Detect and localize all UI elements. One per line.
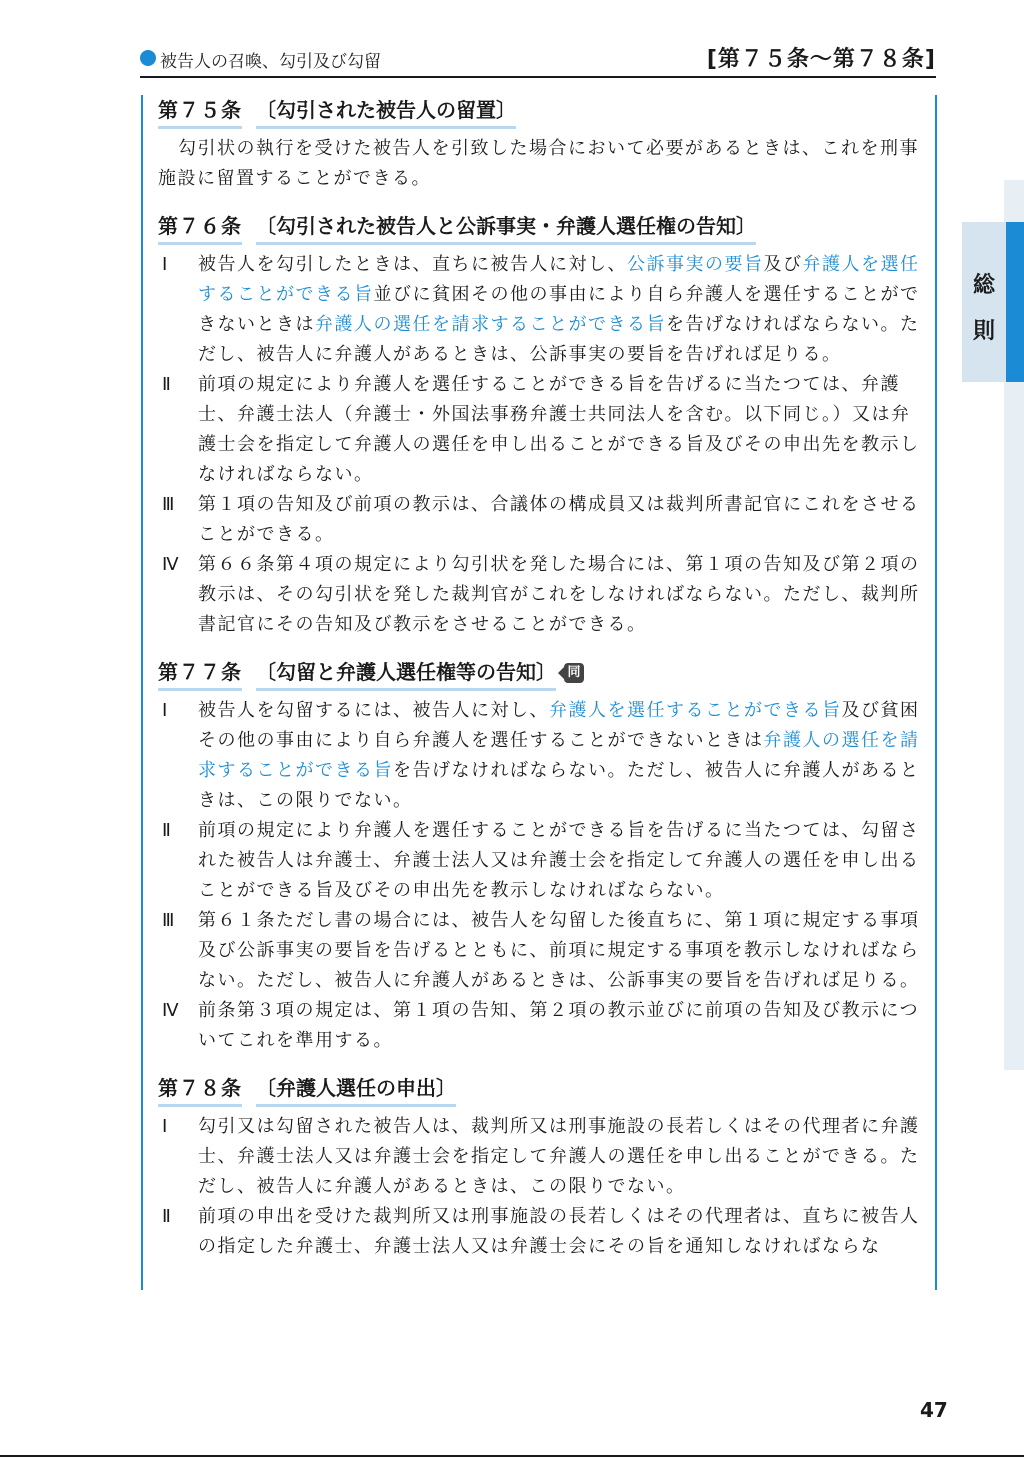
text-segment: 及び貧困その他の事由により自ら弁護人を選任することができないときは bbox=[198, 700, 920, 751]
paragraph-number: Ⅲ bbox=[162, 494, 176, 515]
paragraph-number: Ⅰ bbox=[162, 1116, 169, 1137]
text-segment: 及び bbox=[763, 254, 803, 275]
paragraph-text: 前項の申出を受けた裁判所又は刑事施設の長若しくはその代理者は、直ちに被告人の指定した弁護士、弁護士法人又は弁護士会にその旨を通知しなければならな bbox=[198, 1206, 920, 1257]
bottom-rule bbox=[0, 1455, 1024, 1457]
text-segment: 被告人を勾留するには、被告人に対し、 bbox=[198, 700, 549, 721]
paragraph bbox=[158, 816, 922, 906]
page-number: 47 bbox=[920, 1398, 948, 1422]
paragraph-number: Ⅰ bbox=[162, 254, 169, 275]
paragraph-number: Ⅰ bbox=[162, 700, 169, 721]
paragraph-text: 第１項の告知及び前項の教示は、合議体の構成員又は裁判所書記官にこれをさせることができる。 bbox=[198, 494, 920, 545]
article-caption: 〔勾引された被告人と公訴事実・弁護人選任権の告知〕 bbox=[256, 210, 756, 245]
text-segment: を告げなければならない。ただし、被告人に弁護人があるときは、この限りでない。 bbox=[198, 760, 920, 811]
article-caption: 〔弁護人選任の申出〕 bbox=[256, 1072, 456, 1107]
paragraph bbox=[158, 550, 922, 640]
chapter-tab[interactable] bbox=[962, 222, 1024, 382]
highlighted-phrase: 弁護人を選任することができる旨 bbox=[549, 700, 842, 721]
paragraph bbox=[158, 1112, 922, 1202]
running-header bbox=[140, 42, 936, 78]
paragraph-text bbox=[198, 696, 922, 816]
chapter-tab-char-1: 総 bbox=[972, 273, 995, 298]
highlighted-phrase: 公訴事実の要旨 bbox=[627, 254, 764, 275]
article-number: 第７８条 bbox=[158, 1072, 242, 1107]
paragraph-text: 第６６条第４項の規定により勾引状を発した場合には、第１項の告知及び第２項の教示は、その勾引状を発した裁判官がこれをしなければならない。ただし、裁判所書記官にその告知及び教示をさせることができる。 bbox=[198, 554, 920, 635]
paragraph bbox=[158, 370, 922, 490]
article-76 bbox=[158, 208, 922, 640]
paragraph-number: Ⅲ bbox=[162, 910, 176, 931]
paragraph bbox=[158, 1202, 922, 1262]
text-segment: を告げなければならない。ただし、被告人に弁護人があるときは、公訴事実の要旨を告げれば足りる。 bbox=[198, 314, 920, 365]
paragraph-text: 前項の規定により弁護人を選任することができる旨を告げるに当たつては、勾留された被告人は弁護士、弁護士法人又は弁護士会を指定して弁護人の選任を申し出ることができる旨及びその申出先を教示しなければならない。 bbox=[198, 820, 920, 901]
paragraph-text: 前項の規定により弁護人を選任することができる旨を告げるに当たつては、弁護士、弁護士法人（弁護士・外国法事務弁護士共同法人を含む。以下同じ。）又は弁護士会を指定して弁護人の選任を申し出ることができる旨及びその申出先を教示しなければならない。 bbox=[198, 374, 920, 485]
article-75 bbox=[158, 92, 922, 194]
paragraph bbox=[158, 906, 922, 996]
highlighted-phrase: 弁護人の選任を請求することができる旨 bbox=[198, 730, 920, 781]
article-number: 第７６条 bbox=[158, 210, 242, 245]
article-heading bbox=[158, 92, 922, 130]
article-heading bbox=[158, 208, 922, 246]
paragraph-text bbox=[198, 250, 922, 370]
article-78 bbox=[158, 1070, 922, 1262]
article-caption: 〔勾引された被告人の留置〕 bbox=[256, 94, 516, 129]
statute-body bbox=[158, 92, 922, 1276]
right-margin-rule bbox=[935, 95, 937, 1290]
paragraph bbox=[158, 696, 922, 816]
article-77 bbox=[158, 654, 922, 1056]
highlighted-phrase: 弁護人の選任を請求することができる旨 bbox=[315, 314, 666, 335]
paragraph-number: Ⅱ bbox=[162, 374, 173, 395]
chapter-tab-accent bbox=[1006, 222, 1024, 382]
article-number: 第７７条 bbox=[158, 656, 242, 691]
paragraph-text: 勾引又は勾留された被告人は、裁判所又は刑事施設の長若しくはその代理者に弁護士、弁護士法人又は弁護士会を指定して弁護人の選任を申し出ることができる。ただし、被告人に弁護人があるときは、この限りでない。 bbox=[198, 1116, 920, 1197]
article-number: 第７５条 bbox=[158, 94, 242, 129]
paragraph-number: Ⅳ bbox=[162, 554, 181, 575]
article-heading bbox=[158, 1070, 922, 1108]
article-body: 勾引状の執行を受けた被告人を引致した場合において必要があるときは、これを刑事施設に留置することができる。 bbox=[158, 138, 919, 189]
text-segment: 被告人を勾引したときは、直ちに被告人に対し、 bbox=[198, 254, 627, 275]
article-range: [第７５条〜第７８条] bbox=[706, 47, 936, 72]
left-margin-rule bbox=[141, 95, 143, 1290]
paragraph-number: Ⅳ bbox=[162, 1000, 181, 1021]
paragraph-text: 前条第３項の規定は、第１項の告知、第２項の教示並びに前項の告知及び教示についてこれを準用する。 bbox=[198, 1000, 920, 1051]
paragraph-number: Ⅱ bbox=[162, 1206, 173, 1227]
highlighted-phrase: 弁護人を選任することができる旨 bbox=[198, 254, 920, 305]
paragraph-number: Ⅱ bbox=[162, 820, 173, 841]
bullet-icon bbox=[140, 50, 156, 66]
same-provision-badge: 同 bbox=[564, 663, 584, 683]
paragraph bbox=[158, 996, 922, 1056]
chapter-tab-char-2: 則 bbox=[972, 319, 995, 344]
article-caption: 〔勾留と弁護人選任権等の告知〕 bbox=[256, 656, 556, 691]
paragraph-text: 第６１条ただし書の場合には、被告人を勾留した後直ちに、第１項に規定する事項及び公訴事実の要旨を告げるとともに、前項に規定する事項を教示しなければならない。ただし、被告人に弁護人があるときは、公訴事実の要旨を告げれば足りる。 bbox=[198, 910, 920, 991]
paragraph bbox=[158, 490, 922, 550]
article-heading bbox=[158, 654, 922, 692]
paragraph bbox=[158, 250, 922, 370]
text-segment: 並びに貧困その他の事由により自ら弁護人を選任することができないときは bbox=[198, 284, 920, 335]
section-title: 被告人の召喚、勾引及び勾留 bbox=[160, 52, 381, 72]
